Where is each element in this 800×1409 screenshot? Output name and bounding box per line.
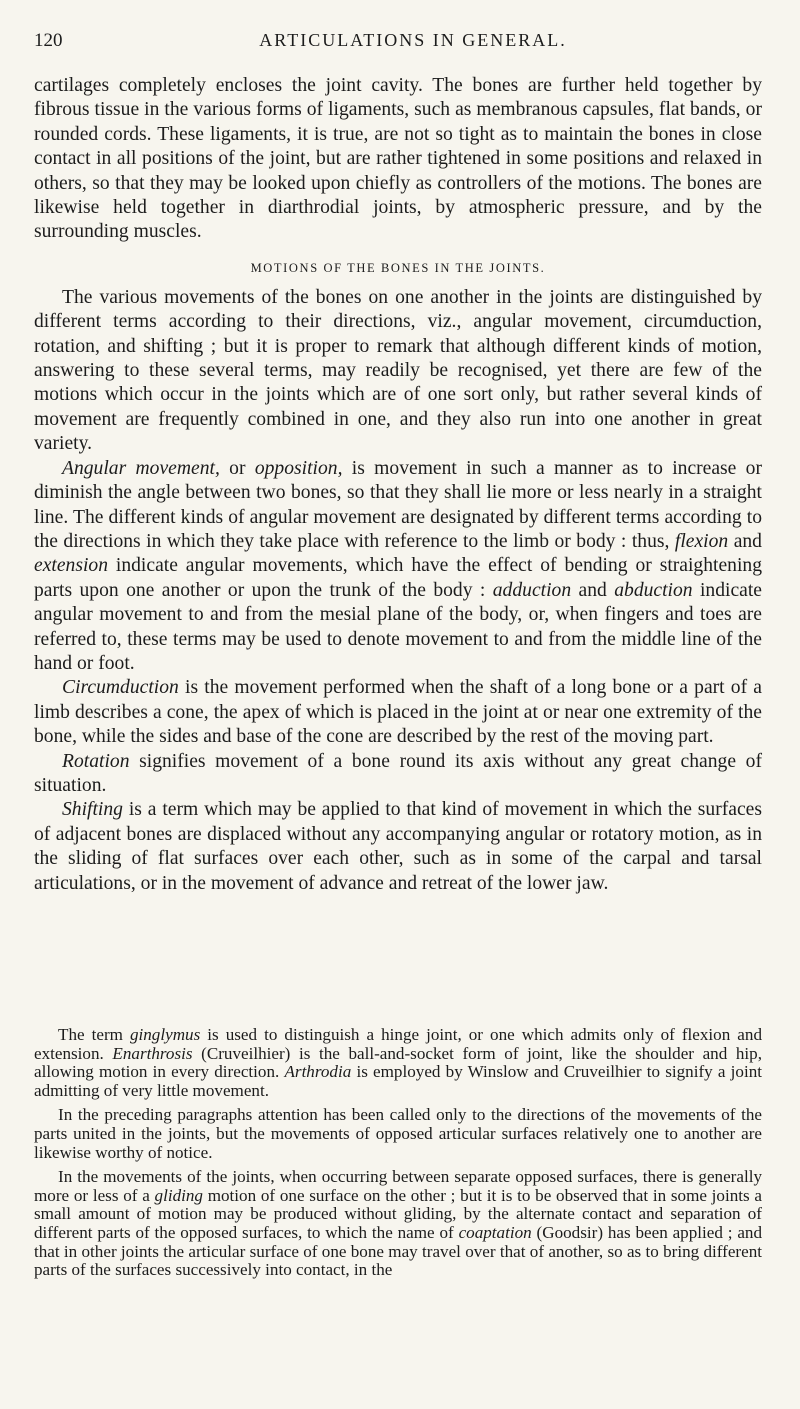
paragraph-shifting: Shifting is a term which may be applied to that kind of movement in which the surfaces of adjacent bones are displaced without any accompanying angular or rotatory motion, as in the sliding of flat surfaces over each other, such as in some of the carpal and tarsal articulations, or in the movement of advance and retreat of the lower jaw. bbox=[34, 799, 762, 894]
running-title: ARTICULATIONS IN GENERAL. bbox=[259, 30, 567, 50]
term-arthrodia: Arthrodia bbox=[284, 1062, 352, 1082]
page-number: 120 bbox=[34, 30, 63, 51]
term-ginglymus: ginglymus bbox=[129, 1025, 201, 1044]
notes-text bbox=[34, 1026, 762, 1286]
note-preceding: In the preceding paragraphs attention has been called only to the directions of the movements of the parts united in the joints, but the movements of opposed articular surfaces relatively one to another are likewise worthy of notice. bbox=[34, 1105, 762, 1162]
paragraph-angular-movement: Angular movement, or opposition, is movement in such a manner as to increase or diminish the angle between two bones, so that they shall lie more or less nearly in a straight line. The different kinds of angular movement are designated by different terms according to the directions in which they take place with reference to the limb or body : thus, flexion and extension indicate angular movements, which have the effect of bending or straightening parts upon one another or upon the trunk of the body : adduction and abduction indicate angular movement to and from the mesial plane of the body, or, when fingers and toes are referred to, these terms may be used to denote movement to and from the middle line of the hand or foot. bbox=[34, 457, 763, 674]
note-terms: The term ginglymus is used to distinguish a hinge joint, or one which admits only of flexion and extension. Enarthrosis (Cruveilhier) is the ball-and-socket form of joint, like the shoulder and hip, allowing motion in every direction. Arthrodia is employed by Winslow and Cruveilhier to signify a joint admitting of very little movement. bbox=[34, 1025, 762, 1100]
main-text bbox=[34, 74, 762, 896]
page-header bbox=[34, 30, 762, 60]
term-enarthrosis: Enarthrosis bbox=[112, 1043, 193, 1063]
section-heading: MOTIONS OF THE BONES IN THE JOINTS. bbox=[250, 260, 546, 275]
term-gliding: gliding bbox=[154, 1185, 203, 1205]
note-gliding: In the movements of the joints, when occurring between separate opposed surfaces, there is generally more or less of a gliding motion of one surface on the other ; but it is to be observed that in some joints a small amount of motion may be produced without gliding, by the alternate contact and separation of different parts of the opposed surfaces, to which the name of coaptation (Goodsir) has been applied ; and that in other joints the articular surface of one bone may travel over that of another, so as to bring different parts of the surfaces successively into contact, in the bbox=[34, 1167, 763, 1280]
term-flexion: flexion bbox=[674, 530, 729, 552]
paragraph-circumduction: Circumduction is the movement performed when the shaft of a long bone or a part of a limb describes a cone, the apex of which is placed in the joint at or near one extremity of the bone, while the sides and base of the cone are described by the rest of the moving part. bbox=[34, 677, 762, 748]
term-rotation: Rotation bbox=[62, 750, 130, 772]
term-coaptation: coaptation bbox=[458, 1222, 532, 1242]
term-abduction: abduction bbox=[614, 579, 693, 601]
paragraph-rotation: Rotation signifies movement of a bone round its axis without any great change of situation. bbox=[34, 750, 762, 796]
term-circumduction: Circumduction bbox=[62, 677, 179, 699]
term-angular-movement: Angular movement, bbox=[62, 457, 220, 479]
paragraph-intro: cartilages completely encloses the joint cavity. The bones are further held together by fibrous tissue in the various forms of ligaments, such as membranous capsules, flat bands, or rounded cords. These ligaments, it is true, are not so tight as to maintain the bones in close contact in all positions of the joint, but are rather tightened in some positions and relaxed in others, so that they may be looked upon chiefly as controllers of the motions. The bones are likewise held together in diarthrodial joints, by atmospheric pressure, and by the surrounding muscles. bbox=[34, 75, 762, 243]
term-extension: extension bbox=[34, 555, 108, 577]
term-shifting: Shifting bbox=[62, 799, 123, 821]
term-opposition: opposition, bbox=[254, 457, 343, 479]
paragraph-motions: The various movements of the bones on one another in the joints are distinguished by different terms according to their directions, viz., angular movement, circumduction, rotation, and shifting ; but it is proper to remark that although different kinds of motion, answering to these several terms, may readily be recognised, yet there are few of the motions which occur in the joints which are of one sort only, but rather several kinds of movement are frequently combined in one, and they also run into one another in great variety. bbox=[34, 286, 762, 455]
term-adduction: adduction bbox=[492, 579, 572, 601]
